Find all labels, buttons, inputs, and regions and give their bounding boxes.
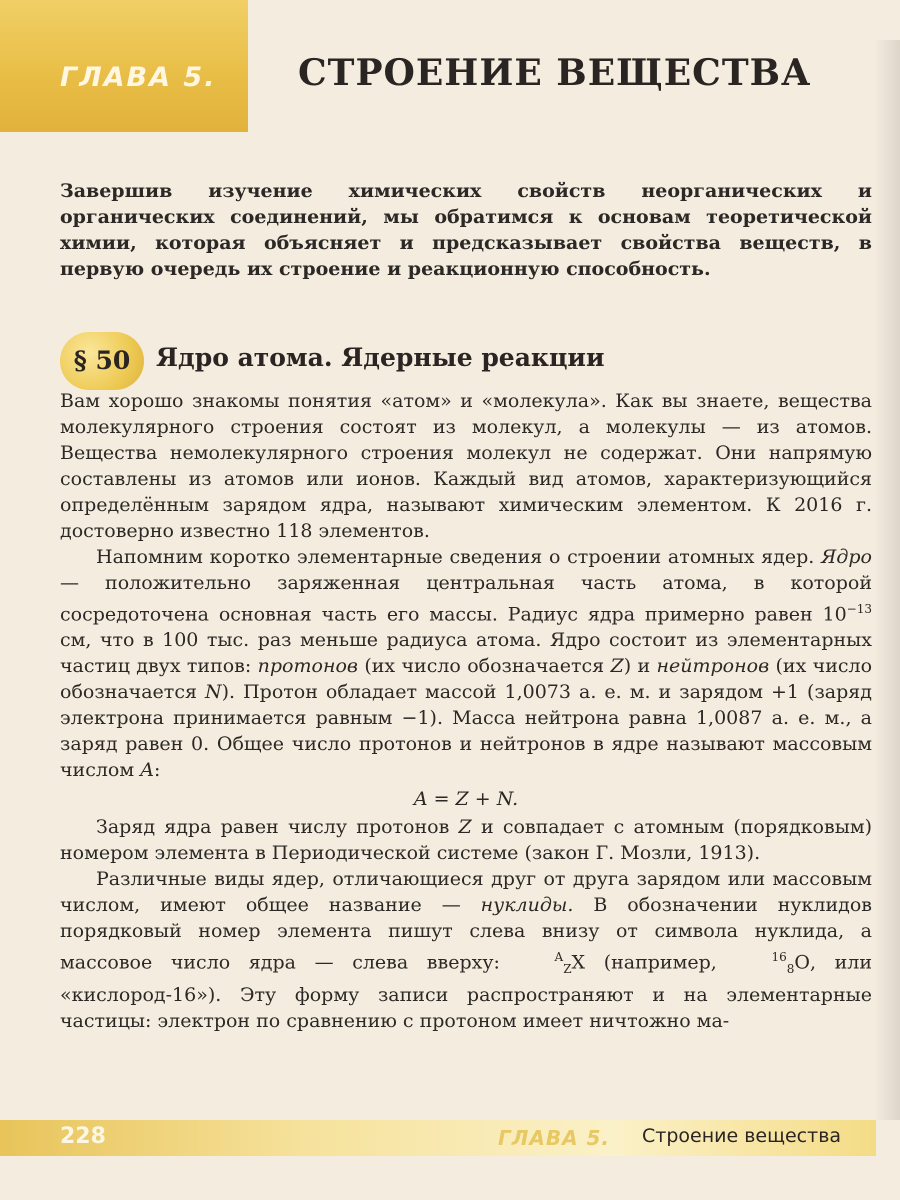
text-run: см, что в 100 тыс. раз меньше радиуса атома. Ядро состоит из элементарных частиц двух типов: [60, 629, 872, 678]
section-number-badge: § 50 [60, 332, 144, 390]
term-neutrons: нейтронов [656, 655, 770, 678]
nuclide-symbol: X [571, 951, 586, 974]
text-run: (их число обозначается [364, 655, 605, 678]
section-title: Ядро атома. Ядерные реакции [156, 343, 605, 372]
var-a: A [140, 759, 154, 782]
nuclide-notation [519, 944, 586, 982]
term-protons: протонов [257, 655, 358, 678]
section-body [60, 388, 872, 1034]
text-run: Заряд ядра равен числу протонов [96, 816, 450, 839]
text-run: Различные виды ядер, отличающиеся друг от друга зарядом или массовым числом, имеют общее название — [60, 868, 872, 917]
oxygen-mass-number: 16 [771, 950, 787, 965]
text-run: Напомним коротко элементарные сведения о строении атомных ядер. [96, 546, 815, 568]
page-gutter-shadow [874, 40, 900, 1120]
radius-exponent: −13 [846, 602, 872, 616]
radius-base: 10 [822, 603, 847, 626]
mass-number-formula: A = Z + N. [413, 788, 519, 811]
paragraph-intro: Вам хорошо знакомы понятия «атом» и «молекула». Как вы знаете, вещества молекулярного строения состоят из молекул, а молекулы — из атомов. Вещества немолекулярного строения молекул не содержат. Они напрямую составлены из атомов или ионов. Каждый вид атомов, характеризующийся определённым зарядом ядра, называют химическим элементом. К 2016 г. достоверно известно 118 элементов. [60, 390, 872, 542]
footer-chapter-label: ГЛАВА 5. [498, 1126, 611, 1150]
text-run: : [153, 759, 161, 782]
page-number: 228 [60, 1124, 106, 1149]
text-run: и совпадает с атомным (порядковым) номером элемента в Периодической системе (закон Г. Мозли, 1913). [60, 816, 873, 865]
chapter-intro: Завершив изучение химических свойств неорганических и органических соединений, мы обратимся к основам теоретической химии, которая объясняет и предсказывает свойства веществ, в первую очередь их строение и реакционную способность. [60, 180, 872, 280]
var-z: Z [458, 816, 472, 839]
var-z: Z [610, 655, 624, 678]
oxygen-nuclide [735, 944, 810, 982]
nuclide-mass-number: A [554, 950, 564, 965]
chapter-label: ГЛАВА 5. [60, 62, 217, 93]
text-run: ). Протон обладает массой 1,0073 а. е. м. и зарядом +1 (заряд электрона принимается равным −1). Масса нейтрона равна 1,0087 а. е. м., а заряд равен 0. Общее число протонов и нейтронов в ядре называют массовым числом [60, 681, 872, 782]
nuclide-charge-number: Z [563, 962, 572, 977]
oxygen-charge-number: 8 [786, 962, 795, 977]
paragraph-nuclides [60, 866, 872, 1034]
var-n: N [204, 681, 222, 704]
text-run: (например, [603, 951, 717, 974]
term-nucleus: Ядро [821, 546, 872, 568]
text-run: — положительно заряженная центральная часть атома, в которой сосредоточена основная часть его массы. Радиус ядра примерно равен [60, 572, 872, 626]
paragraph-charge [60, 814, 872, 866]
text-run: (их число обозначается [60, 655, 873, 704]
footer-chapter-title: Строение вещества [642, 1125, 842, 1147]
term-nuclides: нуклиды. [480, 894, 574, 917]
text-run: В обозначении нуклидов порядковый номер элемента пишут слева внизу от символа нуклида, а массовое число ядра — слева вверху: [60, 894, 872, 974]
text-run: ) и [623, 655, 651, 678]
text-run: , или «кислород-16»). Эту форму записи распространяют и на элементарные частицы: электрон по сравнению с протоном имеет ничтожно ма- [60, 951, 873, 1033]
paragraph-nucleus [60, 544, 872, 783]
chapter-title: СТРОЕНИЕ ВЕЩЕСТВА [298, 52, 812, 94]
oxygen-symbol: O [794, 951, 810, 974]
